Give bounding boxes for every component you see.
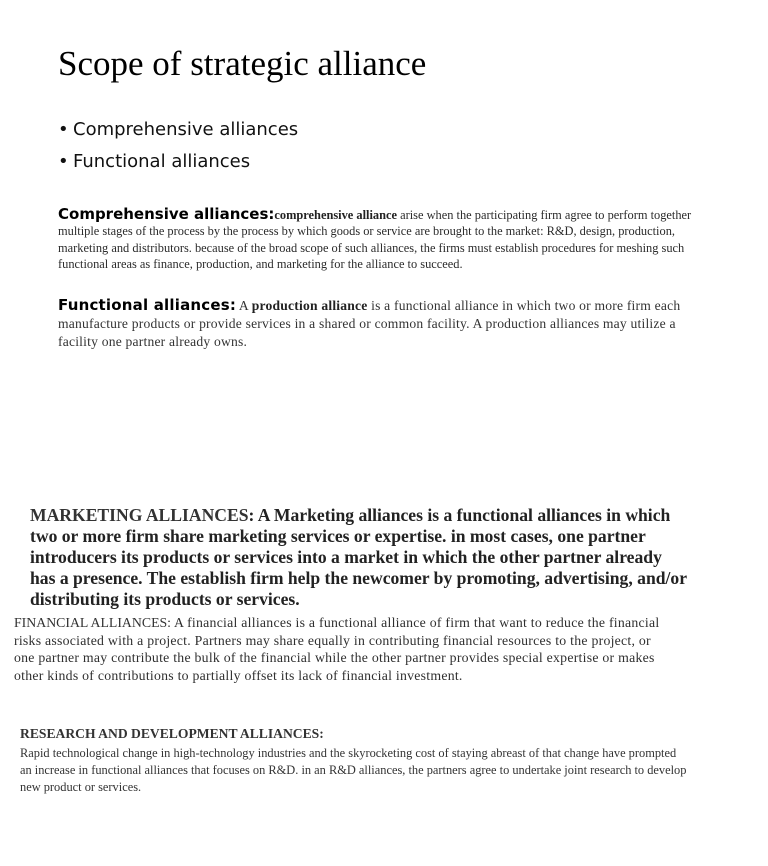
comprehensive-heading: Comprehensive alliances: — [58, 205, 275, 223]
functional-body: is a functional alliance in which two or more firm each manufacture products or provide services in a shared or common facility. A production alliances may utilize a facility one partner already owns. — [58, 298, 681, 349]
financial-alliances-paragraph — [14, 614, 664, 684]
bullet-glyph: • — [58, 119, 69, 140]
bullet-item — [58, 117, 298, 149]
marketing-body: : A Marketing alliances is a functional alliances in which two or more firm share marketing services or expertise. in most cases, one partner introducers its products or services into a market in which the other partner already has a presence. The establish firm help the newcomer by promoting, advertising, and/or distributing its products or services. — [30, 505, 687, 609]
comprehensive-alliances-paragraph — [58, 206, 710, 273]
bullet-item — [58, 149, 298, 181]
rd-alliances-heading: RESEARCH AND DEVELOPMENT ALLIANCES: — [20, 726, 324, 741]
bullet-list — [58, 117, 298, 181]
page-title: Scope of strategic alliance — [58, 44, 427, 83]
functional-term: production alliance — [251, 298, 368, 313]
rd-alliances-paragraph: Rapid technological change in high-technology industries and the skyrocketing cost of staying abreast of that change have prompted an increase in functional alliances that focuses on R&D. in an R&D alliances, the partners agree to undertake joint research to develop new product or services. — [20, 746, 687, 794]
bullet-label: Comprehensive alliances — [73, 119, 299, 140]
comprehensive-body: arise when the participating firm agree to perform together multiple stages of the process by the process by which goods or service are brought to the market: R&D, design, production, marketing and distributors. because of the broad scope of such alliances, the firms must establish procedures for meshing such functional areas as finance, production, and marketing for the alliance to succeed. — [58, 208, 692, 272]
financial-body: A financial alliances is a functional alliance of firm that want to reduce the financial risks associated with a project. Partners may share equally in contributing financial resources to the project, or one partner may contribute the bulk of the financial while the other partner provides special expertise or makes other kinds of contributions to partially offset its lack of financial investment. — [14, 615, 660, 683]
functional-heading: Functional alliances: — [58, 296, 237, 314]
bullet-glyph: • — [58, 151, 69, 172]
financial-heading: FINANCIAL ALLIANCES: — [14, 615, 171, 630]
bullet-label: Functional alliances — [73, 151, 251, 172]
comprehensive-term: comprehensive alliance — [274, 208, 398, 222]
functional-lead: A — [236, 298, 252, 313]
marketing-alliances-paragraph — [30, 505, 690, 610]
functional-alliances-paragraph — [58, 296, 718, 351]
marketing-heading: MARKETING ALLIANCES — [30, 505, 249, 525]
